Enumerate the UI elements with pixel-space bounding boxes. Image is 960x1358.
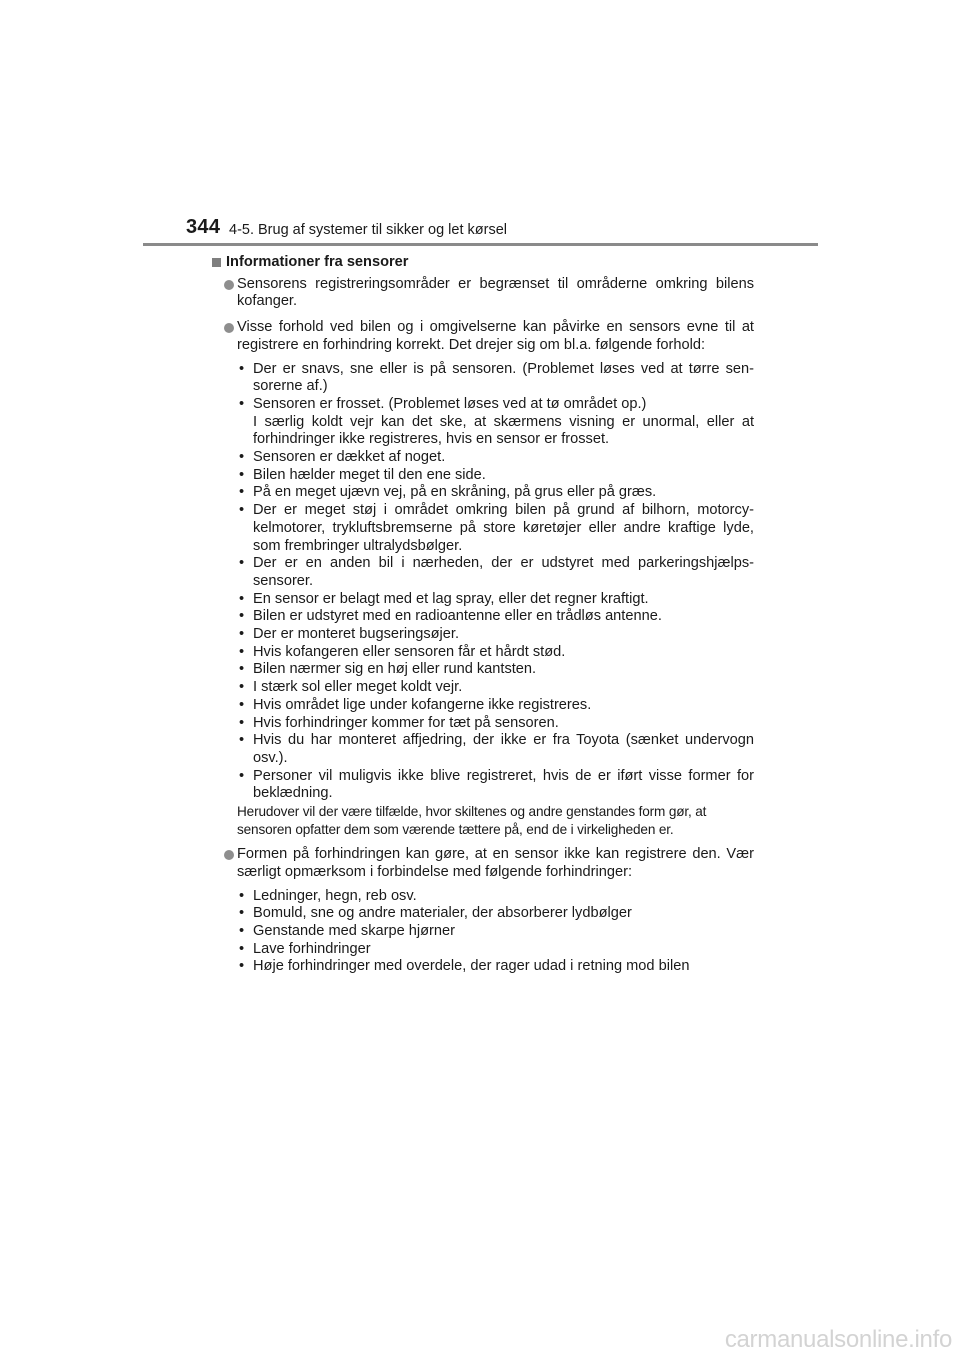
list-item: • Bilen nærmer sig en høj eller rund kantsten.: [239, 661, 537, 678]
list-item: • Sensoren er dækket af noget.: [239, 449, 446, 466]
point-text: Visse forhold ved bilen og i omgivelserne kan påvirke en sensors evne til at registrere en forhindring korrekt. Det drejer sig om bl.a. følgende forhold:: [237, 319, 754, 353]
section-content: [212, 254, 754, 976]
bullet-glyph: •: [239, 958, 245, 975]
point-text: Formen på forhindringen kan gøre, at en sensor ikke kan registrere den. Vær særligt opmærksom i forbindelse med følgende forhindringer:: [237, 846, 754, 880]
page-header: [0, 0, 960, 250]
bullet-glyph: •: [239, 502, 245, 519]
list-item: • Ledninger, hegn, reb osv.: [239, 887, 417, 904]
bullet-glyph: •: [239, 732, 245, 749]
list-item: • Sensoren er frosset. (Problemet løses ved at tø området op.) I særlig koldt vejr kan det ske, at skærmens visning er unormal, eller at forhindringer ikke registreres, hvis en sensor er frosset.: [239, 395, 754, 448]
bullet-glyph: •: [239, 887, 245, 904]
bullet-glyph: •: [239, 643, 245, 660]
bullet-glyph: •: [239, 466, 245, 483]
bullet-glyph: •: [239, 922, 245, 939]
square-bullet-icon: [212, 258, 221, 267]
list-item: • Hvis kofangeren eller sensoren får et hårdt stød.: [239, 643, 566, 660]
note-text: Herudover vil der være tilfælde, hvor skiltenes og andre genstandes form gør, at sensoren opfatter dem som værende tættere på, end de i virkeligheden er.: [237, 804, 707, 837]
list-item: • Høje forhindringer med overdele, der rager udad i retning mod bilen: [239, 958, 690, 975]
watermark: carmanualsonline.info: [724, 1326, 952, 1353]
frozen-note: I særlig koldt vejr kan det ske, at skærmens visning er unormal, eller at forhindringer ikke registreres, hvis en sensor er frosset.: [253, 413, 754, 448]
bullet-glyph: •: [239, 767, 245, 784]
list-item: • Bilen hælder meget til den ene side.: [239, 466, 486, 483]
list-item: • Hvis du har monteret affjedring, der ikke er fra Toyota (sænket undervogn osv.).: [239, 732, 754, 766]
bullet-glyph: •: [239, 626, 245, 643]
bullet-point: [212, 319, 754, 838]
bullet-glyph: •: [239, 696, 245, 713]
list-item: • Der er meget støj i området omkring bilen på grund af bilhorn, motorcy-kelmotorer, trykluftsbremserne på store køretøjer eller andre kraftige lyde, som frembringer ultralydsbølger.: [239, 502, 754, 554]
list-item: • Bomuld, sne og andre materialer, der absorberer lydbølger: [239, 905, 632, 922]
bullet-glyph: •: [239, 661, 245, 678]
bullet-glyph: •: [239, 679, 245, 696]
list-item: • Personer vil muligvis ikke blive registreret, hvis de er iført visse former for beklædning.: [239, 767, 754, 802]
bullet-glyph: •: [239, 905, 245, 922]
obstacle-list: [237, 888, 754, 977]
list-item: • Bilen er udstyret med en radioantenne eller en trådløs antenne.: [239, 608, 662, 625]
chapter-title: 4-5. Brug af systemer til sikker og let kørsel: [229, 222, 507, 238]
bullet-glyph: •: [239, 484, 245, 501]
bullet-point: [212, 276, 754, 311]
bullet-glyph: •: [239, 555, 245, 572]
list-item: • I stærk sol eller meget koldt vejr.: [239, 679, 463, 696]
list-item: • Genstande med skarpe hjørner: [239, 922, 455, 939]
list-item: • På en meget ujævn vej, på en skråning, på grus eller på græs.: [239, 484, 657, 501]
list-item: • Lave forhindringer: [239, 940, 371, 957]
bullet-glyph: •: [239, 590, 245, 607]
page-number: 344: [186, 216, 221, 238]
list-item: • Der er en anden bil i nærheden, der er udstyret med parkeringshjælps-sensorer.: [239, 555, 754, 589]
bullet-glyph: •: [239, 449, 245, 466]
section-heading: [212, 254, 754, 272]
header-rule: [143, 243, 818, 246]
list-item: • Der er snavs, sne eller is på sensoren. (Problemet løses ved at tørre sen-sorerne af.): [239, 360, 754, 395]
list-item: • En sensor er belagt med et lag spray, eller det regner kraftigt.: [239, 590, 649, 607]
bullet-glyph: •: [239, 714, 245, 731]
list-item: • Der er monteret bugseringsøjer.: [239, 626, 460, 643]
circle-bullet-icon: [224, 280, 234, 290]
section-title: Informationer fra sensorer: [226, 254, 409, 270]
list-item: • Hvis forhindringer kommer for tæt på sensoren.: [239, 714, 559, 731]
list-item: • Hvis området lige under kofangerne ikke registreres.: [239, 696, 592, 713]
condition-list: [237, 361, 754, 804]
bullet-glyph: •: [239, 608, 245, 625]
circle-bullet-icon: [224, 323, 234, 333]
bullet-glyph: •: [239, 395, 245, 412]
circle-bullet-icon: [224, 850, 234, 860]
bullet-glyph: •: [239, 940, 245, 957]
bullet-point: [212, 846, 754, 976]
point-text: Sensorens registreringsområder er begrænset til områderne omkring bilens kofanger.: [237, 275, 754, 310]
bullet-glyph: •: [239, 360, 245, 377]
